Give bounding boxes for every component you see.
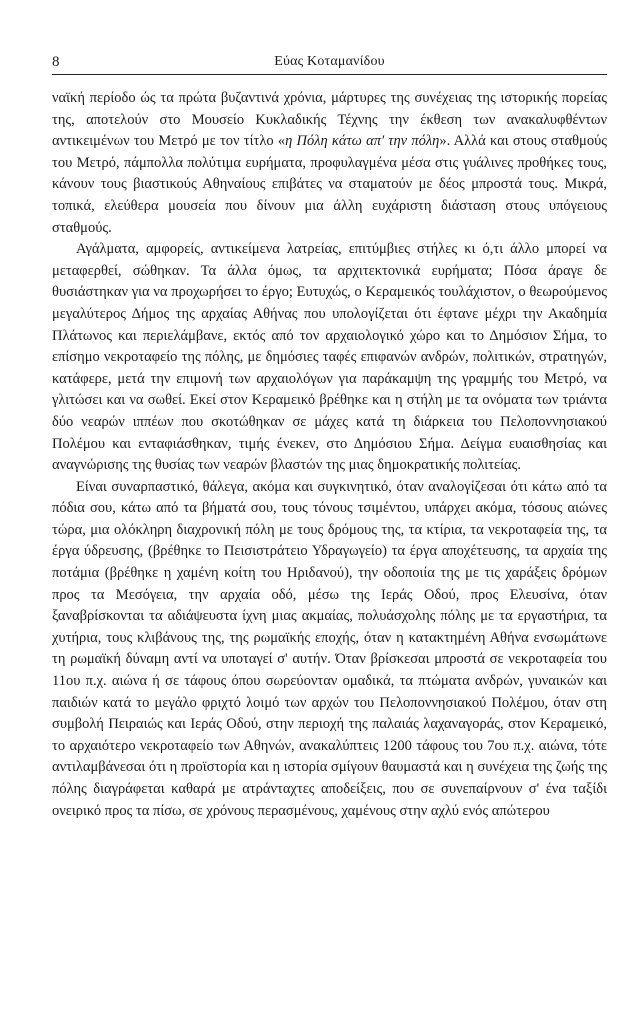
text-segment: Αγάλματα, αμφορείς, αντικείμενα λατρείας, επιτύμβιες στήλες κι ό,τι άλλο μπορεί να μεταφερθεί, σώθηκαν. Τα άλλα όμως, τα αρχιτεκτονικά ευρήματα; Πόσα άραγε δε θυσιάστηκαν για να προχωρήσει το έργο; Ευτυχώς, ο Κεραμεικός τουλάχιστον, ο θεωρούμενος μεγαλύτερος Δήμος της αρχαίας Αθήνας που υπολογίζεται ότι έφτανε μέχρι την Ακαδημία Πλάτωνος και περιελάμβανε, εκτός από τον αρχαιολογικό χώρο και το Δημόσιον Σήμα, το επίσημο νεκροταφείο της πόλης, με δημόσιες ταφές επιφανών ανδρών, πολιτικών, στρατηγών, κατάφερε, μετά την επιμονή των αρχαιολόγων για παράκαμψη της γραμμής του Μετρό, να γλιτώσει και να σωθεί. Εκεί στον Κεραμεικό βρέθηκε και η στήλη με τα ονόματα των τριάντα δύο νεαρών ιππέων που σκοτώθηκαν σε μάχες κατά τη διάρκεια του Πελοποννησιακού Πολέμου και ενταφιάσθηκαν, τιμής ένεκεν, στο Δημόσιου Σήμα. Δείγμα ευαισθησίας και αναγνώρισης της θυσίας των νεαρών βλαστών της μιας δημοκρατικής πολιτείας. xyxy=(52,241,607,474)
text-segment: Είναι συναρπαστικό, θάλεγα, ακόμα και συγκινητικό, όταν αναλογίζεσαι ότι κάτω από τα πόδια σου, κάτω από τα βήματά σου, τους τόνους τσιμέντου, υπάρχει ακόμα, τόσους αιώνες τώρα, μια ολόκληρη διαχρονική πόλη με τους δρόμους της, τα κτίρια, τα νεκροταφεία της, τα έργα ύδρευσης, (βρέθηκε το Πεισιστράτειο Υδραγωγείο) τα έργα αποχέτευσης, τα αρχαία της ποτάμια (βρέθηκε η χαμένη κοίτη του Ηριδανού), την οδοποιία της με τις χαράξεις δρόμων προς τα Μεσόγεια, την αρχαία οδό, μέσω της Ιεράς Οδού, προς Ελευσίνα, όταν ξαναβρίσκονται τα αδιάψευστα ίχνη μιας ακμαίας, πολυάσχολης πόλης με τα εργαστήρια, τα χυτήρια, τους κλιβάνους της, της ρωμαϊκής εποχής, όταν η κατακτημένη Αθήνα ενσωμάτωνε τη ρωμαϊκή δύναμη αντί να υποταγεί σ' αυτήν. Όταν βρίσκεσαι μπροστά σε νεκροταφεία του 11ου π.χ. αιώνα ή σε τάφους όπου σωρεύονταν ομαδικά, τα πτώματα ανδρών, γυναικών και παιδιών κατά το μεγάλο φριχτό λοιμό των αρχών του Πελοποννησιακού Πολέμου, όταν στη συμβολή Πειραιώς και Ιεράς Οδού, στην περιοχή της παλαιάς λαχαναγοράς, στον Κεραμεικό, το αρχαιότερο νεκροταφείο των Αθηνών, ανακαλύπτεις 1200 τάφους του 7ου π.χ. αιώνα, τότε αντιλαμβάνεσαι ότι η προϊστορία και η ιστορία σμίγουν θαυμαστά και η συνέχεια της ζωής της πόλης διαγράφεται καθαρά με ατράνταχτες αποδείξεις, που σε συνεπαίρνουν σ' ένα ταξίδι ονειρικό προς τα πίσω, σε χρόνους περασμένους, χαμένους στην αχλύ ενός απώτερου xyxy=(52,478,607,819)
text-segment: ναϊκή περίοδο ώς τα πρώτα βυζαντινά χρόνια, μάρτυρες της συνέχειας της ιστορικής πορείας της, αποτελούν στο Μουσείο Κυκλαδικής Τέχνης την έκθεση των ανακαλυφθέντων αντικειμένων του Μετρό με τον τίτλο « xyxy=(52,90,607,150)
text-segment: ». Αλλά και στους σταθμούς του Μετρό, πάμπολλα πολύτιμα ευρήματα, προφυλαγμένα μέσα στις γυάλινες προθήκες τους, κάνουν τους βιαστικούς Αθηναίους επιβάτες να σταματούν με δέος μπροστά τους. Μικρά, τοπικά, ελεύθερα μουσεία που δίνουν μια άλλη ευχάριστη διάσταση στους υπόγειους σταθμούς. xyxy=(52,133,607,236)
paragraph xyxy=(52,477,607,823)
page-header xyxy=(52,52,607,75)
running-head-author: Εύας Κοταμανίδου xyxy=(274,54,385,69)
body-text xyxy=(52,88,607,822)
paragraph xyxy=(52,88,607,239)
paragraph xyxy=(52,239,607,477)
page-number: 8 xyxy=(52,54,60,70)
italic-title-text: η Πόλη κάτω απ' την πόλη xyxy=(285,133,440,150)
